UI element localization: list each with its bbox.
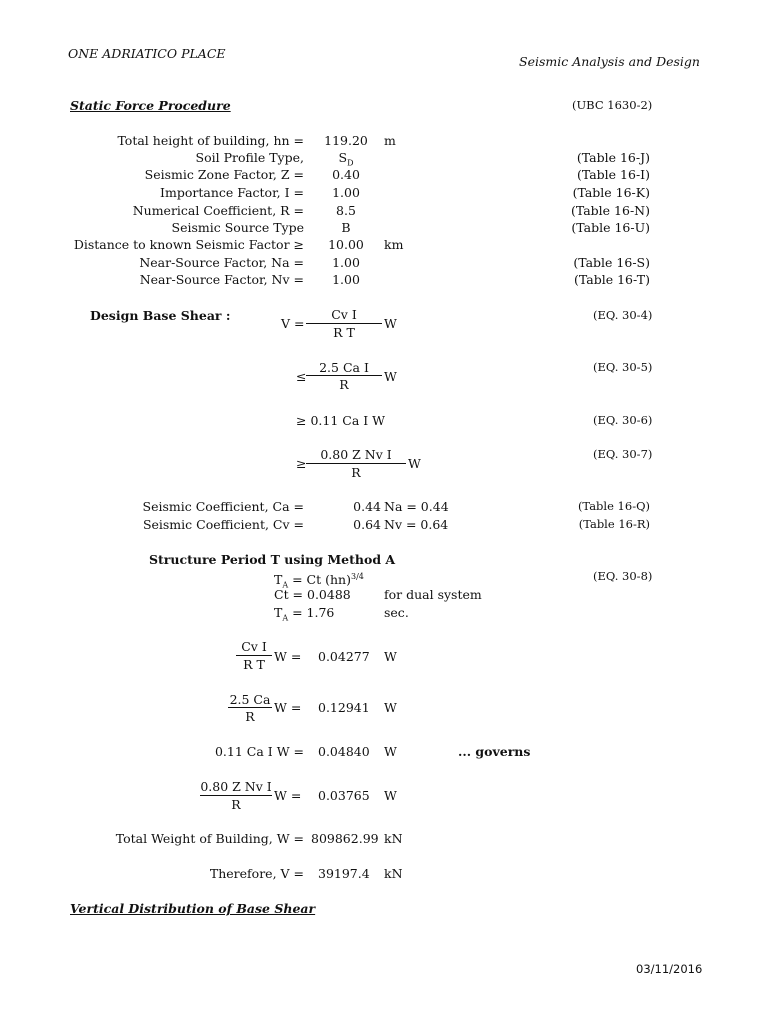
eq1-numerator: Cv I <box>331 307 357 322</box>
coeff-ref: (Table 16-Q) <box>577 499 650 513</box>
result-unit: W <box>384 744 397 759</box>
ta-formula: $T_A = Ct$ (hn)$^{3/4}$ <box>274 572 364 590</box>
eq3-ref: (EQ. 30-6) <box>593 413 653 427</box>
param-value: 0.40 <box>332 167 360 182</box>
param-ref: (Table 16-T) <box>574 272 650 287</box>
result-eq: W = <box>274 700 302 715</box>
result-denominator: R <box>245 709 255 724</box>
eq4-denominator: R <box>351 465 361 480</box>
param-ref: (Table 16-U) <box>571 220 650 235</box>
param-value: 119.20 <box>324 133 368 148</box>
fraction-bar <box>228 707 272 708</box>
param-label: Seismic Source Type <box>171 220 304 235</box>
design-base-shear-label: Design Base Shear : <box>90 308 231 323</box>
eq4-numerator: 0.80 Z Nv I <box>320 447 392 462</box>
result-unit: W <box>384 700 397 715</box>
result-value: 0.12941 <box>318 700 370 715</box>
footer-date: 03/11/2016 <box>636 962 703 976</box>
eq2-ref: (EQ. 30-5) <box>593 360 653 374</box>
result-denominator: R T <box>243 657 265 672</box>
section-ref: (UBC 1630-2) <box>572 98 653 112</box>
param-label: Numerical Coefficient, R = <box>132 203 304 218</box>
eq2-tail: W <box>384 369 397 384</box>
shear-label: Therefore, V = <box>209 866 304 881</box>
param-ref: (Table 16-J) <box>576 150 650 165</box>
result-label: 0.11 Ca I W = <box>214 744 304 759</box>
section-title-static-force: Static Force Procedure <box>70 98 231 113</box>
eq2-numerator: 2.5 Ca I <box>319 360 369 375</box>
shear-unit: kN <box>384 866 403 881</box>
param-value: B <box>341 220 351 235</box>
param-value: $S_D$ <box>338 150 354 168</box>
ta-unit: sec. <box>384 605 409 620</box>
eq1-tail: W <box>384 316 397 331</box>
param-unit: km <box>384 237 404 252</box>
eq2-denominator: R <box>339 377 349 392</box>
param-ref: (Table 16-I) <box>576 167 650 182</box>
ct-value: Ct = 0.0488 <box>274 587 351 602</box>
result-value: 0.04277 <box>318 649 370 664</box>
eq4-tail: W <box>408 456 421 471</box>
ta-ref: (EQ. 30-8) <box>593 569 653 583</box>
param-unit: m <box>384 133 396 148</box>
param-label: Near-Source Factor, Na = <box>139 255 304 270</box>
param-label: Near-Source Factor, Nv = <box>139 272 304 287</box>
ct-note: for dual system <box>384 587 482 602</box>
param-ref: (Table 16-K) <box>572 185 650 200</box>
fraction-bar <box>306 375 382 376</box>
weight-label: Total Weight of Building, W = <box>115 831 304 846</box>
param-value: 1.00 <box>332 255 360 270</box>
coeff-extra: Na = 0.44 <box>384 499 449 514</box>
section-title-vertical-distribution: Vertical Distribution of Base Shear <box>70 901 316 916</box>
coeff-label: Seismic Coefficient, Cv = <box>142 517 304 532</box>
result-value: 0.03765 <box>318 788 370 803</box>
result-value: 0.04840 <box>318 744 370 759</box>
eq1-lhs: V = <box>281 316 305 331</box>
param-label: Seismic Zone Factor, Z = <box>144 167 304 182</box>
param-label: Distance to known Seismic Factor ≥ <box>73 237 304 252</box>
weight-value: 809862.99 <box>311 831 379 846</box>
result-numerator: 2.5 Ca <box>229 692 271 707</box>
coeff-extra: Nv = 0.64 <box>384 517 449 532</box>
shear-value: 39197.4 <box>318 866 370 881</box>
param-label: Soil Profile Type, <box>195 150 304 165</box>
coeff-value: 0.64 <box>353 517 381 532</box>
eq3-expression: ≥ 0.11 Ca I W <box>296 413 386 428</box>
param-ref: (Table 16-S) <box>573 255 650 270</box>
governs-note: ... governs <box>458 744 531 759</box>
weight-unit: kN <box>384 831 403 846</box>
result-unit: W <box>384 788 397 803</box>
result-numerator: 0.80 Z Nv I <box>200 779 272 794</box>
param-value: 1.00 <box>332 272 360 287</box>
period-title: Structure Period T using Method A <box>149 552 396 567</box>
ta-value: $T_A = 1.76$ <box>274 605 335 623</box>
coeff-ref: (Table 16-R) <box>578 517 650 531</box>
param-label: Importance Factor, I = <box>160 185 304 200</box>
eq4-lhs: ≥ <box>296 456 307 471</box>
coeff-label: Seismic Coefficient, Ca = <box>142 499 304 514</box>
eq1-denominator: R T <box>333 325 355 340</box>
eq1-ref: (EQ. 30-4) <box>593 308 653 322</box>
document-title: Seismic Analysis and Design <box>519 54 700 69</box>
fraction-bar <box>306 323 382 324</box>
project-name: ONE ADRIATICO PLACE <box>68 46 226 61</box>
fraction-bar <box>236 655 272 656</box>
result-eq: W = <box>274 788 302 803</box>
result-unit: W <box>384 649 397 664</box>
param-value: 1.00 <box>332 185 360 200</box>
fraction-bar <box>306 463 406 464</box>
param-label: Total height of building, hn = <box>117 133 304 148</box>
param-value: 8.5 <box>336 203 356 218</box>
soil-subscript: D <box>347 158 354 168</box>
param-value: 10.00 <box>328 237 364 252</box>
eq2-lhs: ≤ <box>296 369 307 384</box>
result-numerator: Cv I <box>241 639 267 654</box>
fraction-bar <box>200 795 272 796</box>
coeff-value: 0.44 <box>353 499 381 514</box>
eq4-ref: (EQ. 30-7) <box>593 447 653 461</box>
result-denominator: R <box>231 797 241 812</box>
result-eq: W = <box>274 649 302 664</box>
param-ref: (Table 16-N) <box>570 203 650 218</box>
